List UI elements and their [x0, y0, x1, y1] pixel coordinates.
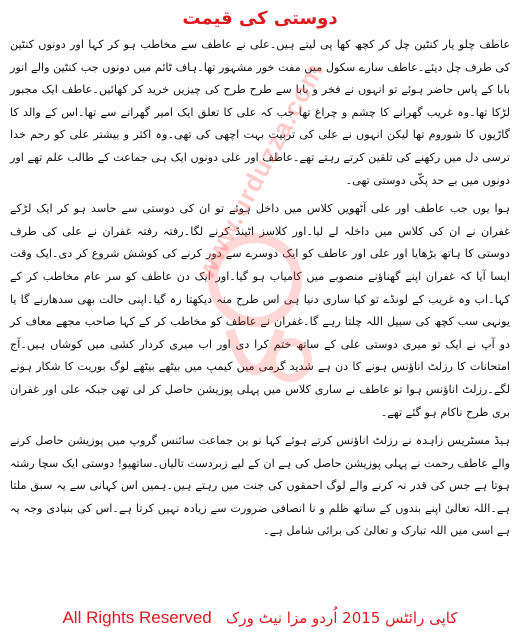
watermark-text: www.urduzza.com	[190, 57, 330, 285]
copyright-urdu-text: کاپی رائٹس 2015 اُردو مزا نیٹ ورک	[225, 609, 458, 627]
article-title: دوستی کی قیمت	[182, 8, 338, 29]
paragraph-2: ہوا یوں جب عاطف اور علی آٹھویں کلاس میں داخل ہوئے تو ان کی دوستی سے حاسد ہو کر ایک لڑکے غفران نے ان کی کلاس میں داخلہ لے لیا۔اور کلاسز اٹینڈ کرنے لگا۔رفتہ رفتہ غفران نے علی کی طرف دوستی کا ہاتھ بڑھایا اور علی اور عاطف کو ایک دوسرے سے دور کرنے کی کوشش شروع کر دی۔ایک وقت ایسا آیا کہ غفران اپنے گھناؤنے منصوبے میں کامیاب ہو گیا۔اور ایک دن عاطف کو سر عام مخاطب کر کے کہا۔اب وہ غریب کے لونڈے تو کیا ساری دنیا ہی اس طرح منہ دیکھتا رہ گیا۔اپنی حالت بھی سدھارنے گا یا یونہی سب کچھ کی سبیل اللہ چلتا رہے گا۔غفران نے عاطف کو مخاطب کر کے کہا صاحب مجھے معاف کر دو آپ نے ایک تو میری دوستی علی کے ساتھ ختم کرا دی اور اب میری کردار کشی میں کوشاں ہیں۔آج امتحانات کا رزلٹ اناؤنس ہونے کا دن ہے شدید گرمی میں کیمپ میں بیٹھے بیٹھے لوگ بوریت کا شکار ہونے لگے۔رزلٹ اناؤنس ہوا تو عاطف نے ساری کلاس میں پہلی پوزیشن حاصل کر لی تھی جبکہ علی اور غفران بری طرح ناکام ہو گئے تھے۔	[10, 202, 510, 419]
copyright-footer	[0, 608, 520, 628]
rights-reserved-text: All Rights Reserved	[62, 608, 212, 627]
paragraph-3: ہیڈ مسٹریس زاہدہ نے رزلٹ اناؤنس کرتے ہوئے کہا نو ین جماعت سائنس گروپ میں پوزیشن حاصل کرنے والے عاطف رحمت نے پہلی پوزیشن حاصل کی ہے ان کے لیے زبردست تالیاں۔ساتھیو! دوستی ایک سچا رشتہ ہوتا ہے جس کی قدر نہ کرنے والے لوگ احمقوں کی جنت میں رہتے ہیں۔ہمیں اس کہانی سے یہ سبق ملتا ہے۔اللہ تعالیٰ اپنے بندوں کے ساتھ ظلم و نا انصافی ضرورت سے زیادہ نہیں کرتا ہے۔اس کی بنیادی وجہ یہ ہے اسی میں اللہ تبارک و تعالیٰ کی برائی شامل ہے۔	[10, 434, 510, 538]
paragraph-1: عاطف چلو یار کنٹین چل کر کچھ کھا پی لیتے ہیں۔علی نے عاطف سے مخاطب ہو کر کہا اور دونوں کنٹین کی طرف چل دیئے۔عاطف سارے سکول میں مفت خور مشہور تھا۔ہاف ٹائم میں دونوں جب کنٹین والے انور بابا کے پاس حاضر ہوئے تو انہوں نے فخر و بابا سے طرح طرح کی چیزیں خرید کر کھائیں۔عاطف ایک مجبور لڑکا تھا۔وہ غریب گھرانے کا چشم و چراغ تھا جب کہ علی کا تعلق ایک امیر گھرانے سے تھا۔اس کے والد کا گاڑیوں کا شوروم تھا لیکن انہوں نے علی کی تربیت بہت اچھی کی تھی۔وہ اکثر و بیشتر علی کو رحم خدا ترسی دل میں رکھنے کی تلقین کرتے رہتے تھے۔عاطف اور علی دونوں ایک ہی جماعت کے طالب علم تھے اور دونوں میں بے حد پکّی دوستی تھی۔	[10, 38, 510, 187]
